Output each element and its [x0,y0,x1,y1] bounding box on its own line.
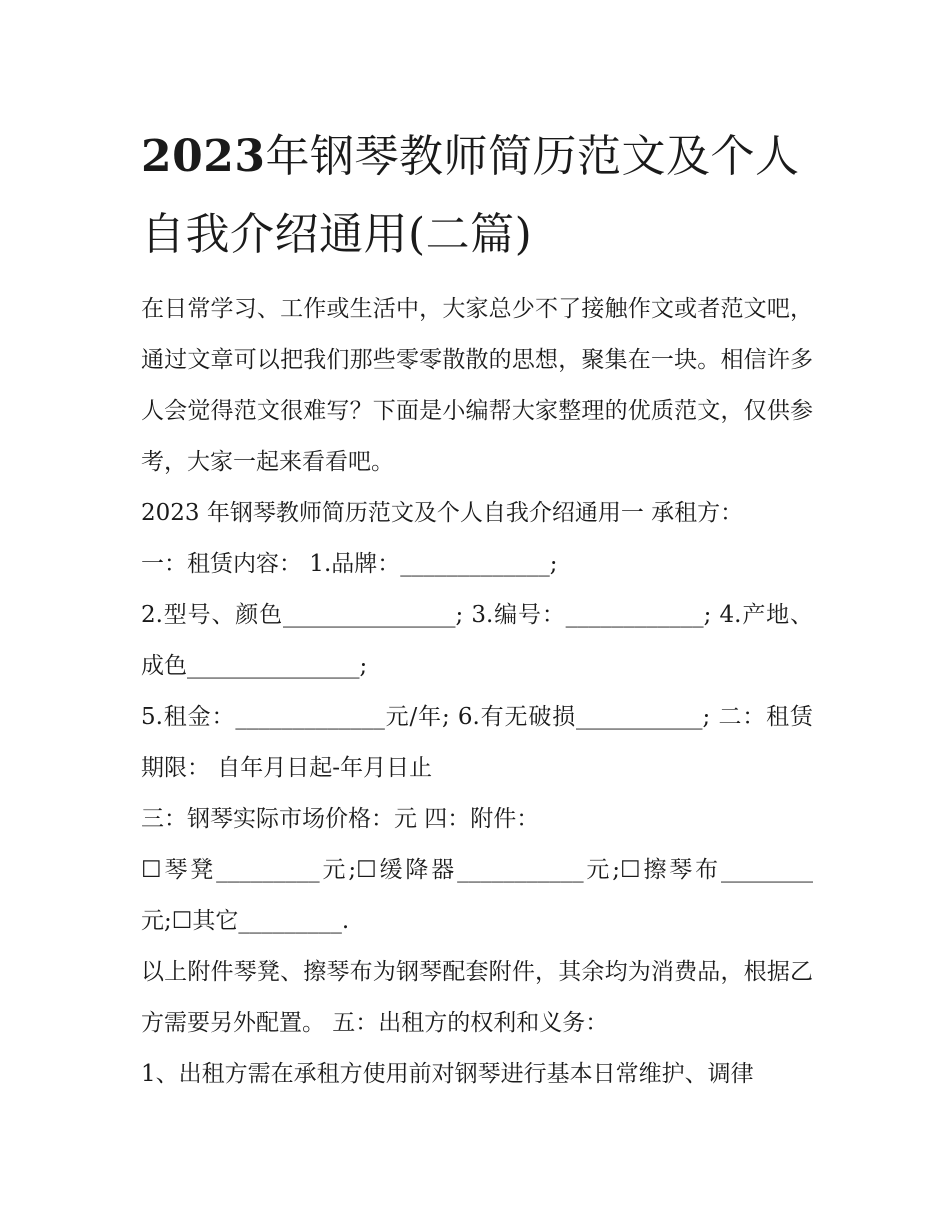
lessor-duty-1: 1、出租方需在承租方使用前对钢琴进行基本日常维护、调律 [141,1061,754,1087]
model-color-line: 2.型号、颜色_______________; 3.编号：____________; 4.产地、成色_______________; [141,602,813,679]
document-page [141,118,813,1100]
rent-term-line: 5.租金：_____________元/年; 6.有无破损___________; 二：租赁期限： 自年月日起-年月日止 [141,704,813,781]
document-body [141,284,813,1100]
document-title [141,118,813,274]
title-year: 2023 [141,131,266,182]
accessories-note: 以上附件琴凳、擦琴布为钢琴配套附件，其余均为消费品，根据乙方需要另外配置。 五：出租方的权利和义务： [141,959,813,1036]
section-heading: 2023 年钢琴教师简历范文及个人自我介绍通用一 承租方： [141,500,744,526]
title-text: 年钢琴教师简历范文及个人自我介绍通用(二篇) [141,131,800,260]
market-price-line: 三：钢琴实际市场价格：元 四：附件： [141,806,540,832]
accessories-line: ☐琴凳_________元;☐缓降器___________元;☐擦琴布________元;☐其它_________. [141,857,813,934]
lease-content-line: 一：租赁内容： 1.品牌：_____________; [141,551,558,577]
intro-paragraph: 在日常学习、工作或生活中，大家总少不了接触作文或者范文吧，通过文章可以把我们那些零零散散的思想，聚集在一块。相信许多人会觉得范文很难写？下面是小编帮大家整理的优质范文，仅供参考，大家一起来看看吧。 [141,296,813,475]
